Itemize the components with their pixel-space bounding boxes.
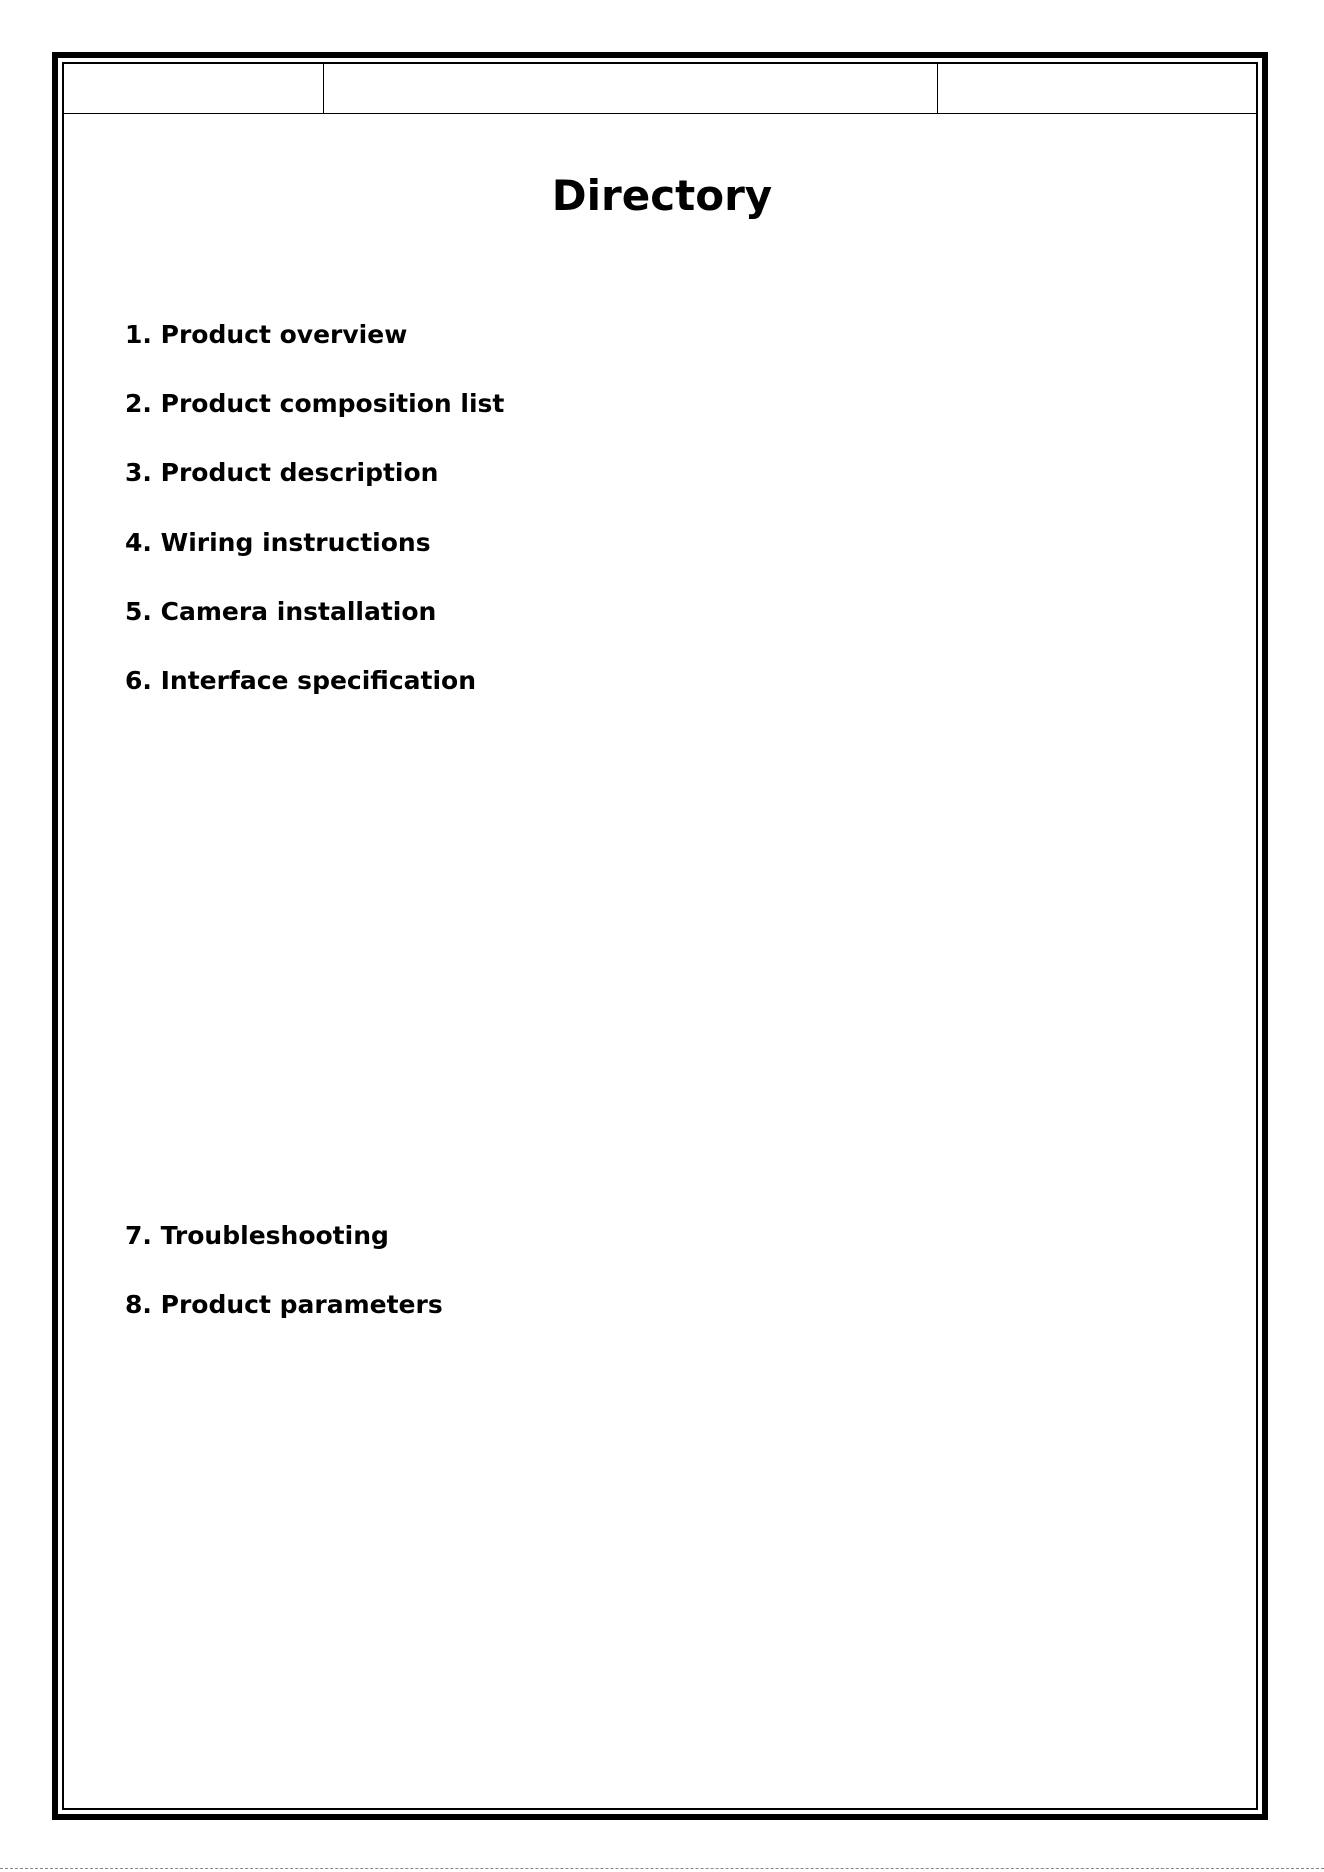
- toc-item: [125, 387, 504, 421]
- toc-item-label: Product parameters: [160, 1290, 443, 1319]
- header-cell-center: [324, 62, 938, 113]
- page-cut-line: [0, 1868, 1324, 1869]
- toc-item-label: Camera installation: [160, 597, 437, 626]
- toc-item-number: 6.: [125, 666, 152, 695]
- toc-item-number: 2.: [125, 389, 152, 418]
- toc-item-label: Troubleshooting: [160, 1221, 389, 1250]
- page-title: Directory: [551, 171, 773, 220]
- toc-item-label: Interface specification: [160, 666, 477, 695]
- toc-item-number: 8.: [125, 1290, 152, 1319]
- toc-item: [125, 318, 407, 352]
- toc-item-label: Product description: [160, 458, 439, 487]
- toc-item: [125, 595, 436, 629]
- toc-item-number: 3.: [125, 458, 152, 487]
- header-table: [62, 62, 1258, 114]
- header-cell-right: [938, 62, 1258, 113]
- toc-item-number: 5.: [125, 597, 152, 626]
- toc-item: [125, 1219, 389, 1253]
- toc-item-label: Wiring instructions: [160, 528, 431, 557]
- toc-item-number: 4.: [125, 528, 152, 557]
- toc-item: [125, 456, 438, 490]
- header-cell-left: [62, 62, 324, 113]
- toc-item: [125, 1288, 443, 1322]
- toc-item: [125, 664, 476, 698]
- toc-item: [125, 526, 431, 560]
- toc-item-number: 1.: [125, 320, 152, 349]
- toc-item-label: Product overview: [160, 320, 408, 349]
- toc-item-number: 7.: [125, 1221, 152, 1250]
- toc-item-label: Product composition list: [160, 389, 505, 418]
